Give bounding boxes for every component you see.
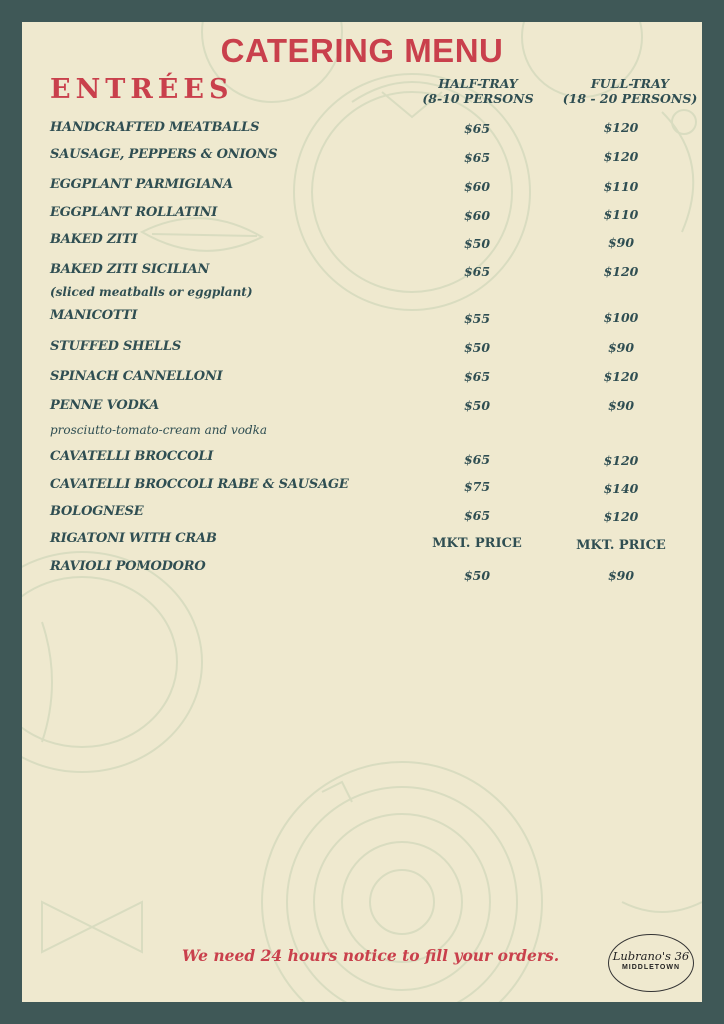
menu-item-name: BAKED ZITI SICILIAN — [50, 262, 210, 277]
full-tray-price: $90 — [607, 235, 635, 250]
half-tray-price: $50 — [463, 398, 491, 413]
menu-item-name: BAKED ZITI — [50, 232, 138, 247]
half-tray-price: $50 — [463, 236, 491, 251]
half-tray-price: $65 — [463, 121, 491, 136]
section-heading: ENTRÉES — [50, 74, 234, 105]
full-tray-label: FULL-TRAY — [590, 76, 670, 91]
half-tray-persons: (8-10 PERSONS — [422, 91, 534, 106]
menu-item-name: CAVATELLI BROCCOLI RABE & SAUSAGE — [50, 477, 349, 492]
half-tray-price: $50 — [463, 340, 491, 355]
menu-item-name: SPINACH CANNELLONI — [50, 369, 223, 384]
restaurant-logo — [608, 934, 694, 992]
menu-item-name: HANDCRAFTED MEATBALLS — [50, 120, 260, 135]
menu-page — [22, 22, 702, 1002]
half-tray-price: $65 — [463, 452, 491, 467]
menu-item-name: STUFFED SHELLS — [50, 339, 182, 354]
menu-item-name: EGGPLANT ROLLATINI — [50, 205, 218, 220]
menu-item-name: MANICOTTI — [50, 308, 138, 323]
half-tray-price: $60 — [463, 179, 491, 194]
full-tray-price: $110 — [603, 179, 639, 194]
menu-item-note: prosciutto-tomato-cream and vodka — [50, 423, 268, 437]
half-tray-price: MKT. PRICE — [432, 536, 522, 551]
full-tray-price: $90 — [607, 340, 635, 355]
full-tray-price: $90 — [607, 568, 635, 583]
full-tray-price: $120 — [603, 264, 639, 279]
full-tray-header — [562, 76, 698, 106]
half-tray-price: $65 — [463, 508, 491, 523]
full-tray-price: $140 — [603, 481, 639, 496]
half-tray-price: $55 — [463, 311, 491, 326]
half-tray-header — [420, 76, 536, 106]
page-title: CATERING MENU — [220, 32, 504, 69]
full-tray-price: $100 — [603, 310, 639, 325]
full-tray-persons: (18 - 20 PERSONS) — [562, 91, 698, 106]
menu-item-name: PENNE VODKA — [50, 398, 159, 413]
half-tray-price: $65 — [463, 264, 491, 279]
logo-name: Lubrano's 36 — [612, 949, 690, 963]
half-tray-price: $65 — [463, 150, 491, 165]
notice-footer: We need 24 hours notice to fill your orders. — [182, 946, 560, 965]
full-tray-price: $120 — [603, 453, 639, 468]
menu-item-name: CAVATELLI BROCCOLI — [50, 449, 214, 464]
half-tray-price: $50 — [463, 568, 491, 583]
full-tray-price: $90 — [607, 398, 635, 413]
full-tray-price: $110 — [603, 207, 639, 222]
full-tray-price: $120 — [603, 120, 639, 135]
full-tray-price: $120 — [603, 509, 639, 524]
menu-item-note: (sliced meatballs or eggplant) — [50, 285, 253, 299]
menu-item-name: RIGATONI WITH CRAB — [50, 531, 217, 546]
menu-item-name: RAVIOLI POMODORO — [50, 559, 206, 574]
menu-item-name: SAUSAGE, PEPPERS & ONIONS — [50, 147, 278, 162]
half-tray-label: HALF-TRAY — [438, 76, 518, 91]
menu-item-name: BOLOGNESE — [50, 504, 144, 519]
half-tray-price: $75 — [463, 479, 491, 494]
half-tray-price: $65 — [463, 369, 491, 384]
full-tray-price: $120 — [603, 369, 639, 384]
half-tray-price: $60 — [463, 208, 491, 223]
logo-town: MIDDLETOWN — [621, 964, 681, 971]
full-tray-price: $120 — [603, 149, 639, 164]
full-tray-price: MKT. PRICE — [576, 538, 666, 553]
menu-item-name: EGGPLANT PARMIGIANA — [50, 177, 233, 192]
